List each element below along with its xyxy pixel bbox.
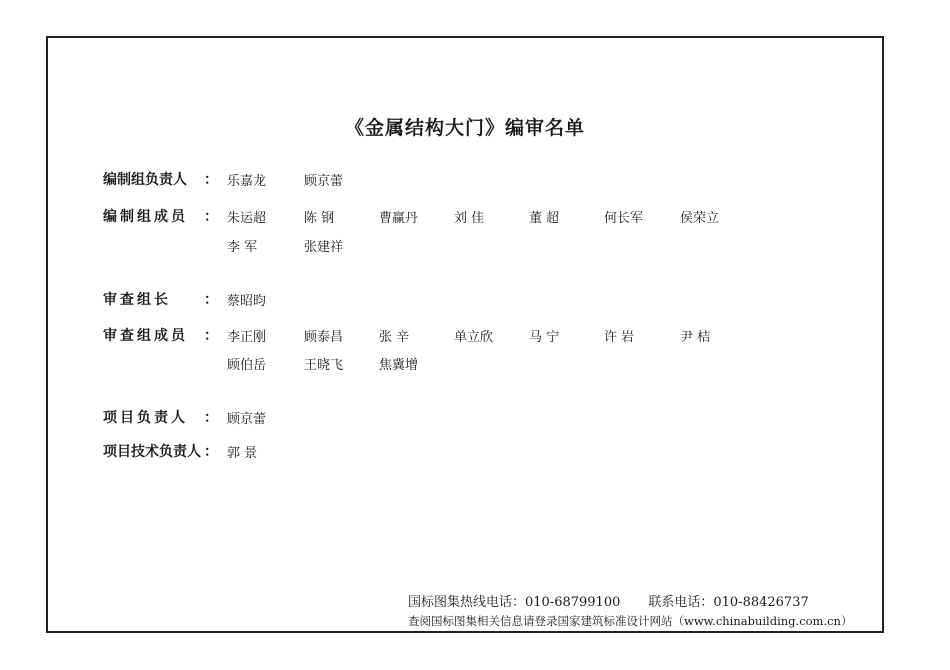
section-label: 项目技术负责人 (103, 444, 201, 460)
member-name: 李 军 (227, 240, 258, 255)
member-name: 顾泰昌 (304, 330, 344, 345)
hotline-text: 国标图集热线电话：010-68799100 (408, 595, 621, 610)
section-label: 编制组负责人 (103, 172, 187, 188)
member-name: 王晓飞 (304, 358, 344, 373)
member-name: 李正刚 (227, 330, 267, 345)
footer-phones (408, 591, 809, 610)
section-label: 项目负责人 (103, 410, 188, 426)
section-colon: ： (204, 410, 218, 426)
section-colon: ： (204, 328, 218, 344)
section-colon: ： (204, 172, 218, 188)
footer-website-note: 查阅国标图集相关信息请登录国家建筑标准设计网站（www.chinabuilding.com.cn） (408, 614, 853, 628)
contact-phone-text: 联系电话：010-88426737 (648, 595, 809, 610)
member-name: 曹赢丹 (379, 211, 419, 226)
section-label: 编制组成员 (103, 209, 188, 225)
member-name: 张建祥 (304, 240, 344, 255)
member-name: 顾伯岳 (227, 358, 267, 373)
section-colon: ： (204, 209, 218, 225)
member-name: 朱运超 (227, 211, 267, 226)
section-colon: ： (204, 444, 218, 460)
member-name: 陈 钢 (304, 211, 335, 226)
document-frame (46, 36, 884, 633)
member-name: 马 宁 (529, 330, 560, 345)
member-name: 郭 景 (227, 446, 258, 461)
member-name: 乐嘉龙 (227, 174, 267, 189)
section-colon: ： (204, 292, 218, 308)
member-name: 单立欣 (454, 330, 494, 345)
member-name: 尹 桔 (680, 330, 711, 345)
member-name: 许 岩 (604, 330, 635, 345)
member-name: 顾京蕾 (304, 174, 344, 189)
section-label: 审查组成员 (103, 328, 188, 344)
member-name: 蔡昭昀 (227, 294, 267, 309)
member-name: 刘 佳 (454, 211, 485, 226)
document-title: 《金属结构大门》编审名单 (344, 117, 585, 139)
member-name: 何长军 (604, 211, 644, 226)
member-name: 顾京蕾 (227, 412, 267, 427)
member-name: 董 超 (529, 211, 560, 226)
section-label: 审查组长 (103, 292, 171, 308)
member-name: 张 辛 (379, 330, 410, 345)
member-name: 焦冀增 (379, 358, 419, 373)
member-name: 侯荣立 (680, 211, 720, 226)
